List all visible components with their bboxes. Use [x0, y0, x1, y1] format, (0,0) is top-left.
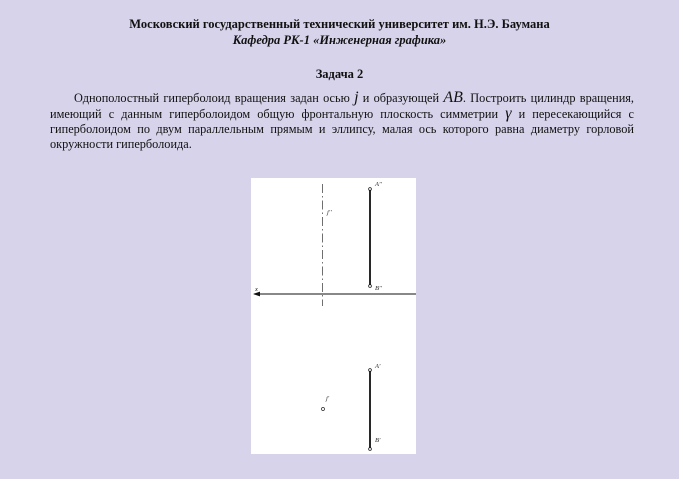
- task-text-part-1: Однополостный гиперболоид вращения задан осью: [74, 91, 350, 105]
- task-text-part-2: и образующей: [362, 91, 440, 105]
- axis-symbol: j: [354, 89, 359, 106]
- point-a-front: [369, 188, 372, 191]
- label-j-top: j': [326, 395, 330, 402]
- generatrix-symbol: AB: [443, 89, 463, 106]
- task-text-part-4: и пересекающийся с гиперболоидом по двум параллельным прямым и эллипсу, малая ось которого равна диаметру горловой окружности гиперболоида.: [50, 107, 635, 151]
- point-j-top: [322, 408, 325, 411]
- label-a-front: A'': [375, 181, 382, 188]
- department-title: Кафедра РК-1 «Инженерная графика»: [232, 33, 447, 47]
- label-b-front: B'': [375, 285, 382, 292]
- plane-symbol: γ: [505, 105, 512, 122]
- point-b-front: [369, 285, 372, 288]
- point-a-top: [369, 369, 372, 372]
- university-title: Московский государственный технический университет им. Н.Э. Баумана: [129, 17, 550, 31]
- label-a-top: A': [375, 363, 381, 370]
- point-b-top: [369, 448, 372, 451]
- task-title: Задача 2: [315, 67, 364, 81]
- label-x-axis: x: [255, 286, 258, 293]
- drawing-sheet: [251, 178, 416, 454]
- task-text-part-3: . Построить цилиндр вращения, имеющий с данным гиперболоидом общую фронтальную плоскость симметрии: [50, 91, 635, 121]
- label-b-top: B': [375, 437, 381, 444]
- task-description: [50, 90, 634, 152]
- label-j-front: j'': [327, 209, 332, 216]
- orthographic-drawing: [251, 178, 416, 454]
